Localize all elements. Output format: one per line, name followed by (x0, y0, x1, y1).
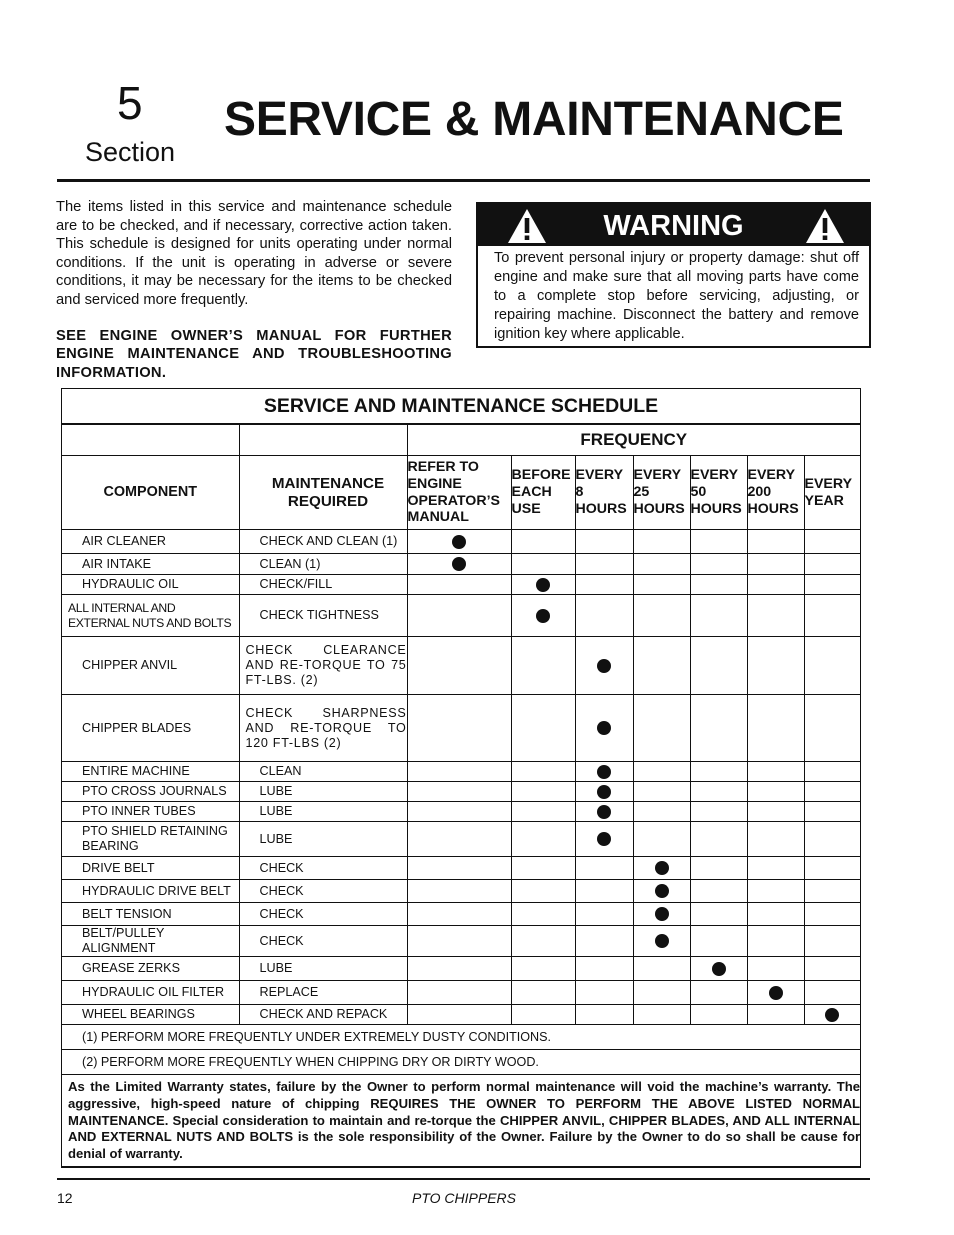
intro-paragraph: The items listed in this service and maintenance schedule are to be checked, and if necessary, corrective action taken. This schedule is designed for units operating under normal conditions. If the unit is operating in adverse or severe conditions, it may be necessary for the items to be checked and serviced more frequently. (56, 199, 452, 308)
frequency-cell (747, 1005, 804, 1025)
frequency-cell (511, 575, 575, 595)
frequency-cell (747, 595, 804, 637)
frequency-cell (747, 554, 804, 575)
schedule-table (62, 424, 860, 1167)
schedule-row (62, 782, 860, 802)
frequency-cell (804, 981, 860, 1005)
frequency-cell (690, 822, 747, 857)
maintenance-header: MAINTENANCE REQUIRED (239, 456, 407, 530)
frequency-cell (690, 575, 747, 595)
frequency-cell (690, 530, 747, 554)
schedule-row (62, 575, 860, 595)
frequency-cell (747, 782, 804, 802)
frequency-cell (575, 554, 633, 575)
maintenance-cell: CHECK AND CLEAN (1) (239, 530, 407, 554)
maintenance-cell: CLEAN (239, 762, 407, 782)
schedule-row (62, 802, 860, 822)
frequency-cell (633, 637, 690, 695)
warning-text: To prevent personal injury or property damage: shut off engine and make sure that all moving parts have come to a complete stop before servicing, adjusting, or repairing machine. Disconnect the battery and remove ignition key where applicable. (494, 250, 859, 342)
scheduled-dot-icon (655, 884, 669, 898)
footer-title: PTO CHIPPERS (412, 1190, 516, 1206)
scheduled-dot-icon (597, 805, 611, 819)
maintenance-schedule (61, 388, 861, 1168)
frequency-cell (633, 822, 690, 857)
frequency-cell (407, 981, 511, 1005)
freq-header-every-year: EVERY YEAR (804, 456, 860, 530)
frequency-cell (511, 595, 575, 637)
component-cell: DRIVE BELT (62, 857, 239, 880)
frequency-cell (511, 903, 575, 926)
frequency-cell (690, 595, 747, 637)
maintenance-cell: LUBE (239, 802, 407, 822)
frequency-cell (804, 957, 860, 981)
frequency-cell (633, 530, 690, 554)
component-cell: CHIPPER BLADES (62, 695, 239, 762)
maintenance-cell: CHECK TIGHTNESS (239, 595, 407, 637)
frequency-cell (633, 926, 690, 957)
frequency-cell (804, 1005, 860, 1025)
scheduled-dot-icon (452, 557, 466, 571)
freq-header-engine-manual: REFER TO ENGINE OPERATOR’S MANUAL (407, 456, 511, 530)
frequency-cell (575, 695, 633, 762)
maintenance-cell: CHECK CLEARANCE AND RE-TORQUE TO 75 FT-LBS. (2) (239, 637, 407, 695)
frequency-cell (407, 957, 511, 981)
frequency-cell (575, 957, 633, 981)
frequency-cell (407, 554, 511, 575)
maintenance-cell: CHECK/FILL (239, 575, 407, 595)
frequency-cell (633, 981, 690, 1005)
scheduled-dot-icon (655, 861, 669, 875)
component-cell: AIR CLEANER (62, 530, 239, 554)
frequency-cell (690, 554, 747, 575)
warning-triangle-icon (805, 208, 845, 244)
frequency-cell (747, 903, 804, 926)
frequency-cell (633, 903, 690, 926)
frequency-cell (575, 530, 633, 554)
page-number: 12 (57, 1190, 73, 1206)
frequency-cell (747, 575, 804, 595)
frequency-cell (804, 822, 860, 857)
frequency-cell (407, 880, 511, 903)
frequency-cell (804, 857, 860, 880)
frequency-cell (511, 530, 575, 554)
intro-block (56, 198, 452, 382)
warranty-row (62, 1075, 860, 1167)
frequency-cell (633, 575, 690, 595)
frequency-cell (575, 880, 633, 903)
frequency-cell (747, 822, 804, 857)
footnote: (2) PERFORM MORE FREQUENTLY WHEN CHIPPING DRY OR DIRTY WOOD. (62, 1050, 860, 1075)
section-number: 5 (117, 77, 143, 129)
schedule-row (62, 530, 860, 554)
frequency-cell (575, 926, 633, 957)
frequency-cell (407, 782, 511, 802)
maintenance-cell: CHECK (239, 857, 407, 880)
frequency-cell (804, 595, 860, 637)
frequency-cell (511, 857, 575, 880)
schedule-row (62, 857, 860, 880)
maintenance-cell: LUBE (239, 822, 407, 857)
schedule-row (62, 695, 860, 762)
schedule-row (62, 926, 860, 957)
frequency-cell (511, 802, 575, 822)
scheduled-dot-icon (597, 832, 611, 846)
frequency-cell (575, 595, 633, 637)
frequency-cell (511, 637, 575, 695)
frequency-cell (511, 957, 575, 981)
frequency-cell (690, 1005, 747, 1025)
maintenance-cell: CHECK (239, 903, 407, 926)
component-cell: GREASE ZERKS (62, 957, 239, 981)
schedule-row (62, 903, 860, 926)
frequency-cell (747, 530, 804, 554)
schedule-row (62, 1005, 860, 1025)
engine-manual-notice: SEE ENGINE OWNER’S MANUAL FOR FURTHER ENGINE MAINTENANCE AND TROUBLESHOOTING INFORMATION. (56, 327, 452, 381)
scheduled-dot-icon (597, 785, 611, 799)
footer-rule (57, 1178, 870, 1180)
scheduled-dot-icon (536, 609, 550, 623)
component-cell: PTO INNER TUBES (62, 802, 239, 822)
scheduled-dot-icon (769, 986, 783, 1000)
frequency-cell (633, 595, 690, 637)
frequency-cell (690, 926, 747, 957)
frequency-cell (407, 926, 511, 957)
frequency-cell (511, 554, 575, 575)
frequency-cell (575, 802, 633, 822)
footnote-row (62, 1050, 860, 1075)
frequency-cell (804, 554, 860, 575)
scheduled-dot-icon (712, 962, 726, 976)
scheduled-dot-icon (655, 934, 669, 948)
frequency-cell (407, 595, 511, 637)
scheduled-dot-icon (655, 907, 669, 921)
frequency-cell (575, 1005, 633, 1025)
component-cell: CHIPPER ANVIL (62, 637, 239, 695)
frequency-cell (804, 575, 860, 595)
frequency-cell (511, 926, 575, 957)
frequency-cell (633, 695, 690, 762)
frequency-cell (690, 880, 747, 903)
scheduled-dot-icon (452, 535, 466, 549)
frequency-cell (747, 695, 804, 762)
frequency-cell (690, 903, 747, 926)
frequency-header: FREQUENCY (407, 425, 860, 456)
component-cell: HYDRAULIC OIL FILTER (62, 981, 239, 1005)
frequency-cell (511, 981, 575, 1005)
frequency-cell (575, 782, 633, 802)
frequency-cell (511, 782, 575, 802)
maintenance-cell: REPLACE (239, 981, 407, 1005)
frequency-cell (407, 1005, 511, 1025)
blank-cell (239, 425, 407, 456)
schedule-row (62, 822, 860, 857)
header-rule (57, 179, 870, 182)
frequency-cell (804, 530, 860, 554)
schedule-row (62, 595, 860, 637)
maintenance-cell: CHECK (239, 880, 407, 903)
warranty-statement: As the Limited Warranty states, failure by the Owner to perform normal maintenance will void the machine’s warranty. The aggressive, high-speed nature of chipping REQUIRES THE OWNER TO PERFORM THE ABOVE LISTED NORMAL MAINTENANCE. Special consideration to maintain and re-torque the CHIPPER ANVIL, CHIPPER BLADES, AND ALL INTERNAL AND EXTERNAL NUTS AND BOLTS is the sole responsibility of the Owner. Failure by the Owner to do so shall be cause for denial of warranty. (62, 1075, 860, 1167)
footnote: (1) PERFORM MORE FREQUENTLY UNDER EXTREMELY DUSTY CONDITIONS. (62, 1025, 860, 1050)
maintenance-cell: LUBE (239, 782, 407, 802)
frequency-cell (511, 695, 575, 762)
scheduled-dot-icon (825, 1008, 839, 1022)
frequency-cell (575, 762, 633, 782)
frequency-cell (804, 762, 860, 782)
frequency-cell (633, 857, 690, 880)
frequency-cell (633, 554, 690, 575)
frequency-cell (407, 857, 511, 880)
maintenance-cell: CLEAN (1) (239, 554, 407, 575)
component-cell: PTO CROSS JOURNALS (62, 782, 239, 802)
maintenance-cell: LUBE (239, 957, 407, 981)
frequency-cell (633, 957, 690, 981)
component-cell: BELT/PULLEY ALIGNMENT (62, 926, 239, 957)
schedule-row (62, 637, 860, 695)
frequency-cell (747, 981, 804, 1005)
frequency-cell (804, 782, 860, 802)
frequency-cell (511, 762, 575, 782)
schedule-row (62, 880, 860, 903)
frequency-cell (633, 880, 690, 903)
warning-header (478, 204, 869, 246)
frequency-cell (511, 822, 575, 857)
frequency-cell (407, 822, 511, 857)
freq-header-every-200-hours: EVERY 200 HOURS (747, 456, 804, 530)
scheduled-dot-icon (597, 765, 611, 779)
frequency-cell (575, 822, 633, 857)
frequency-cell (804, 802, 860, 822)
frequency-cell (690, 637, 747, 695)
frequency-cell (407, 762, 511, 782)
frequency-cell (407, 637, 511, 695)
frequency-cell (804, 926, 860, 957)
component-cell: ALL INTERNAL AND EXTERNAL NUTS AND BOLTS (62, 595, 239, 637)
frequency-cell (575, 857, 633, 880)
frequency-cell (575, 637, 633, 695)
maintenance-cell: CHECK AND REPACK (239, 1005, 407, 1025)
maintenance-cell: CHECK (239, 926, 407, 957)
frequency-cell (633, 1005, 690, 1025)
component-cell: WHEEL BEARINGS (62, 1005, 239, 1025)
schedule-title: SERVICE AND MAINTENANCE SCHEDULE (62, 389, 860, 424)
frequency-cell (747, 857, 804, 880)
frequency-cell (575, 903, 633, 926)
warning-title: WARNING (603, 210, 744, 242)
component-cell: HYDRAULIC OIL (62, 575, 239, 595)
frequency-cell (575, 981, 633, 1005)
frequency-cell (690, 762, 747, 782)
maintenance-cell: CHECK SHARPNESS AND RE-TORQUE TO 120 FT-LBS (2) (239, 695, 407, 762)
frequency-cell (633, 782, 690, 802)
frequency-cell (511, 1005, 575, 1025)
freq-header-before-each-use: BEFORE EACH USE (511, 456, 575, 530)
page-title: SERVICE & MAINTENANCE (224, 93, 844, 146)
schedule-row (62, 762, 860, 782)
frequency-cell (747, 926, 804, 957)
schedule-row (62, 554, 860, 575)
frequency-cell (690, 957, 747, 981)
component-header: COMPONENT (62, 456, 239, 530)
frequency-cell (747, 880, 804, 903)
scheduled-dot-icon (536, 578, 550, 592)
frequency-cell (747, 762, 804, 782)
freq-header-every-8-hours: EVERY 8 HOURS (575, 456, 633, 530)
frequency-cell (747, 957, 804, 981)
freq-header-every-50-hours: EVERY 50 HOURS (690, 456, 747, 530)
component-cell: BELT TENSION (62, 903, 239, 926)
footnote-row (62, 1025, 860, 1050)
scheduled-dot-icon (597, 721, 611, 735)
frequency-cell (633, 762, 690, 782)
scheduled-dot-icon (597, 659, 611, 673)
frequency-cell (407, 802, 511, 822)
component-cell: HYDRAULIC DRIVE BELT (62, 880, 239, 903)
freq-header-every-25-hours: EVERY 25 HOURS (633, 456, 690, 530)
blank-cell (62, 425, 239, 456)
frequency-cell (804, 695, 860, 762)
frequency-cell (407, 695, 511, 762)
frequency-cell (511, 880, 575, 903)
component-cell: ENTIRE MACHINE (62, 762, 239, 782)
frequency-cell (804, 880, 860, 903)
frequency-cell (690, 857, 747, 880)
component-cell: AIR INTAKE (62, 554, 239, 575)
frequency-cell (690, 782, 747, 802)
frequency-cell (575, 575, 633, 595)
frequency-cell (633, 802, 690, 822)
frequency-cell (747, 637, 804, 695)
frequency-cell (804, 903, 860, 926)
warning-box (476, 202, 871, 348)
frequency-cell (690, 981, 747, 1005)
schedule-row (62, 981, 860, 1005)
component-cell: PTO SHIELD RETAINING BEARING (62, 822, 239, 857)
frequency-cell (690, 802, 747, 822)
section-label: Section (85, 137, 176, 167)
frequency-cell (690, 695, 747, 762)
frequency-cell (804, 637, 860, 695)
frequency-cell (407, 575, 511, 595)
frequency-cell (407, 903, 511, 926)
frequency-cell (747, 802, 804, 822)
schedule-row (62, 957, 860, 981)
frequency-cell (407, 530, 511, 554)
